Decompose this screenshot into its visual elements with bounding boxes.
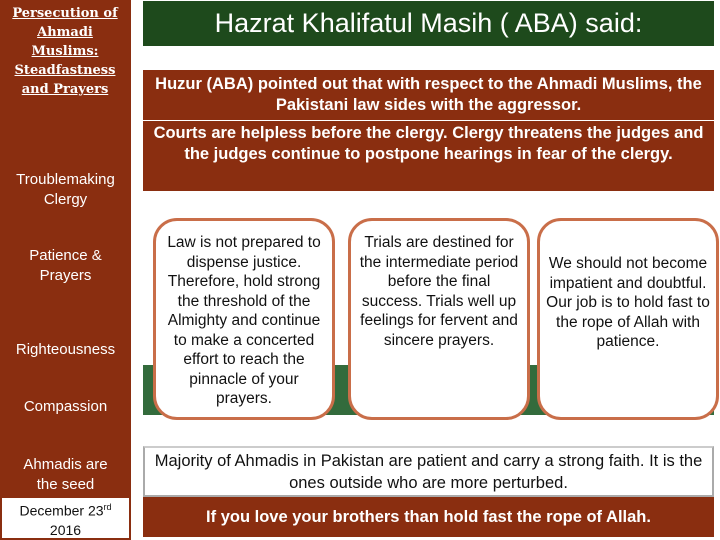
closing-statement: If you love your brothers than hold fast the rope of Allah. — [143, 497, 714, 537]
sidebar-item-righteousness[interactable]: Righteousness — [15, 341, 116, 358]
card-patience: We should not become impatient and doubtful. Our job is to hold fast to the rope of Allah with patience. — [537, 218, 719, 420]
sidebar-item-compassion[interactable]: Compassion — [23, 398, 108, 415]
date-prefix: December 23 — [19, 502, 104, 519]
sidebar-item-patience-prayers[interactable]: Patience & Prayers — [29, 247, 102, 284]
bottom-statement: Majority of Ahmadis in Pakistan are patient and carry a strong faith. It is the ones outside who are more perturbed. — [143, 446, 714, 497]
date-year: 2016 — [49, 521, 82, 538]
statement-panel-law: Huzur (ABA) pointed out that with respect to the Ahmadi Muslims, the Pakistani law sides with the aggressor. — [143, 70, 714, 120]
page-title: Hazrat Khalifatul Masih ( ABA) said: — [143, 1, 714, 46]
sidebar-item-ahmadis-seed[interactable]: Ahmadis are the seed — [23, 456, 108, 493]
card-trials: Trials are destined for the intermediate period before the final success. Trials well up feelings for fervent and sincere prayers. — [348, 218, 530, 420]
date-suffix: rd — [103, 502, 112, 512]
sidebar — [0, 0, 131, 540]
card-law: Law is not prepared to dispense justice. Therefore, hold strong the threshold of the Almighty and continue to make a concerted effort to reach the pinnacle of your prayers. — [153, 218, 335, 420]
date-label — [2, 498, 129, 538]
statement-panel-courts: Courts are helpless before the clergy. Clergy threatens the judges and the judges continue to postpone hearings in fear of the clergy. — [143, 121, 714, 191]
sidebar-title: Persecution of Ahmadi Muslims: Steadfastness and Prayers — [12, 6, 118, 97]
sidebar-item-troublemaking-clergy[interactable]: Troublemaking Clergy — [16, 171, 115, 208]
